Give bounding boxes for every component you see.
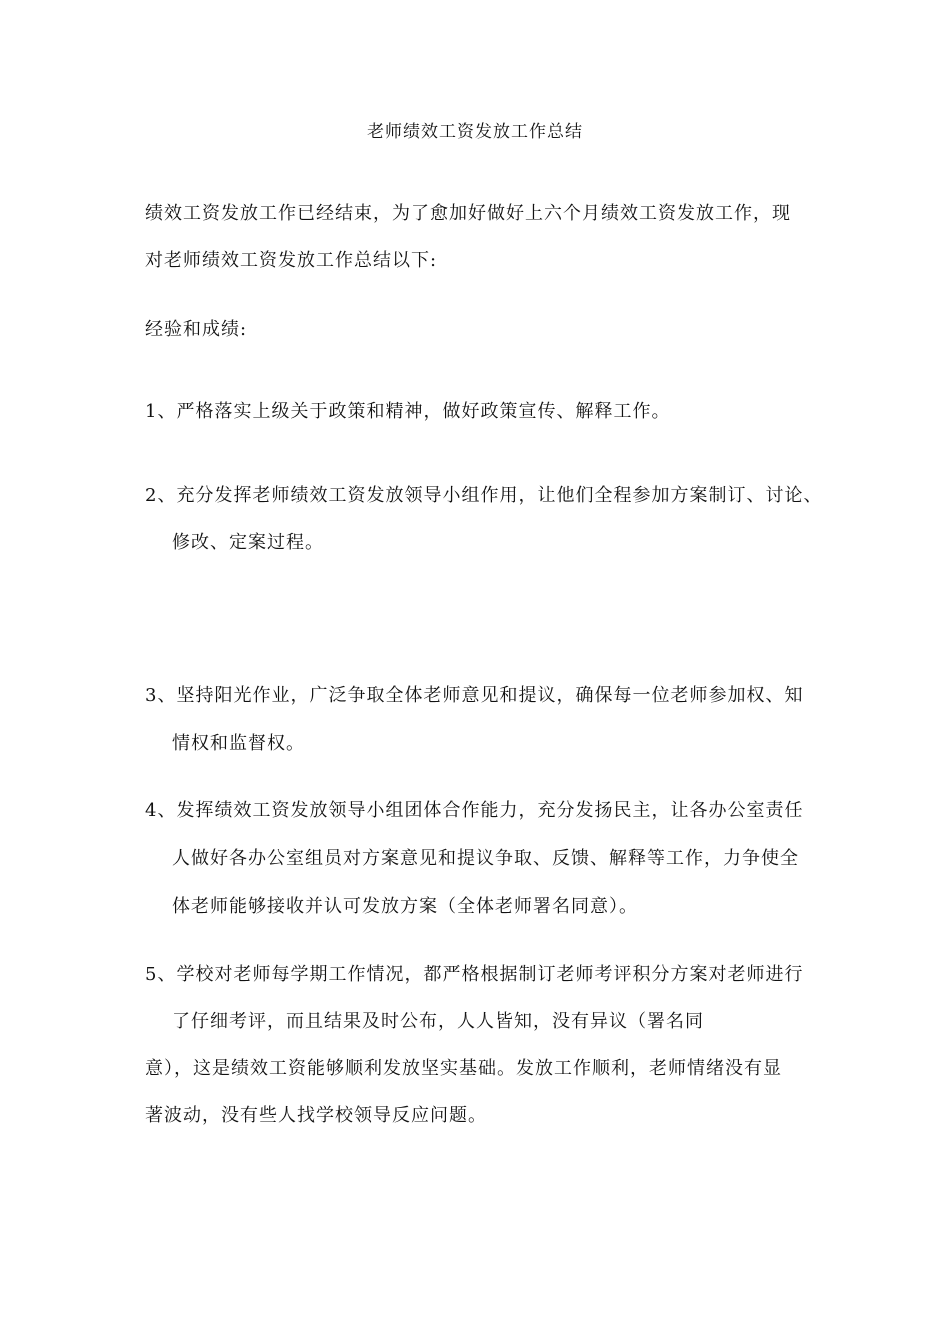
- item-2-line-2: 修改、定案过程。: [172, 532, 324, 553]
- item-5-line-1: 5、学校对老师每学期工作情况，都严格根据制订老师考评积分方案对老师进行: [145, 964, 804, 985]
- item-4-line-1: 4、发挥绩效工资发放领导小组团体合作能力，充分发扬民主，让各办公室责任: [145, 800, 804, 821]
- item-4-line-3: 体老师能够接收并认可发放方案（全体老师署名同意）。: [172, 896, 638, 917]
- document-title: 老师绩效工资发放工作总结: [367, 122, 583, 142]
- intro-line-2: 对老师绩效工资发放工作总结以下:: [145, 250, 438, 271]
- item-1-line-1: 1、严格落实上级关于政策和精神，做好政策宣传、解释工作。: [145, 401, 671, 422]
- section-heading: 经验和成绩:: [145, 319, 248, 340]
- item-5-line-2: 了仔细考评，而且结果及时公布，人人皆知，没有异议（署名同: [172, 1011, 704, 1032]
- item-4-line-2: 人做好各办公室组员对方案意见和提议争取、反馈、解释等工作，力争使全: [172, 848, 799, 869]
- item-3-line-2: 情权和监督权。: [172, 733, 305, 754]
- item-3-line-1: 3、坚持阳光作业，广泛争取全体老师意见和提议，确保每一位老师参加权、知: [145, 685, 804, 706]
- item-5-line-4: 著波动，没有些人找学校领导反应问题。: [145, 1105, 487, 1126]
- item-5-line-3: 意），这是绩效工资能够顺利发放坚实基础。发放工作顺利，老师情绪没有显: [145, 1058, 782, 1079]
- item-2-line-1: 2、充分发挥老师绩效工资发放领导小组作用，让他们全程参加方案制订、讨论、: [145, 485, 823, 506]
- intro-line-1: 绩效工资发放工作已经结束，为了愈加好做好上六个月绩效工资发放工作，现: [145, 203, 791, 224]
